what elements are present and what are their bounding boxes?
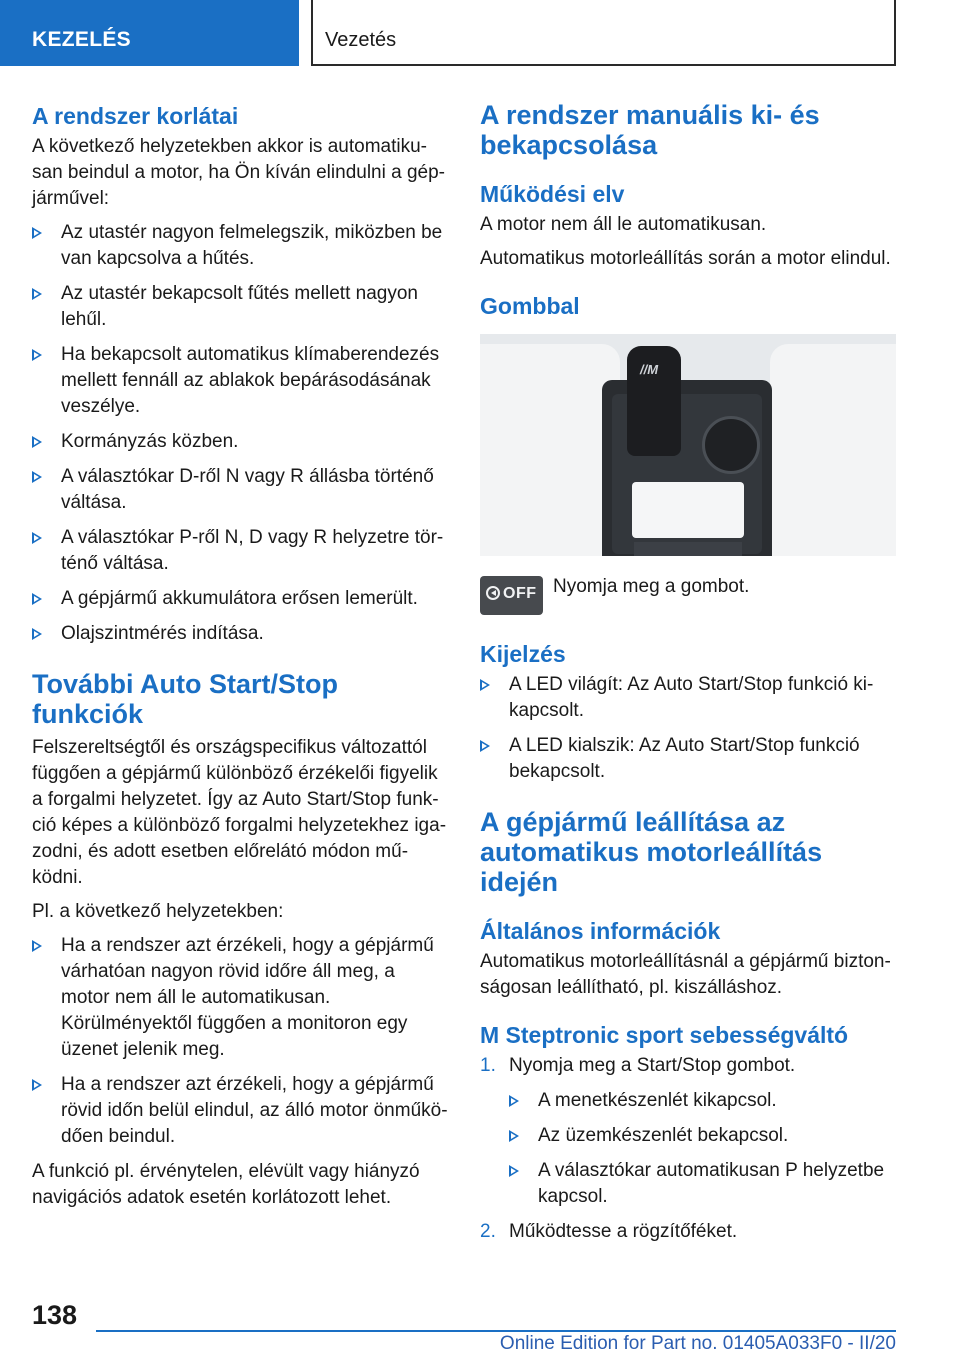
heading-display: Kijelzés <box>480 641 566 667</box>
list-item: A LED világít: Az Auto Start/Stop funkció kikapcsolt. <box>480 672 896 724</box>
auto-start-stop-off-icon: OFF <box>480 576 543 615</box>
heading-with-button: Gombbal <box>480 293 580 319</box>
functions-note: A funkció pl. érvénytelen, elévült vagy hiányzó navigációs adatok esetén korlátozott lehet. <box>32 1161 420 1208</box>
right-column <box>480 100 896 1254</box>
list-item: A választókar automatikusan P helyzetbe kapcsol. <box>509 1158 896 1210</box>
triangle-bullet-icon <box>32 532 42 544</box>
limits-intro: A következő helyzetekben akkor is automatikusan beindul a motor, ha Ön kíván elindulni a gépjárművel: <box>32 136 445 209</box>
triangle-bullet-icon <box>32 1079 42 1091</box>
heading-system-limits: A rendszer korlátai <box>32 103 239 129</box>
list-item: Az utastér bekapcsolt fűtés mellett nagyon lehűl. <box>32 281 448 333</box>
general-paragraph: Automatikus motorleállításnál a gépjármű biztonságosan leállítható, pl. kiszálláshoz. <box>480 951 891 998</box>
step-item: 1. Nyomja meg a Start/Stop gombot. A menetkészenlét kikapcsol. Az üzemkészenlét bekapcsol. A választókar automatikusan P helyzetbe kapcsol. <box>480 1053 896 1210</box>
button-instruction <box>480 574 896 620</box>
footer-rule <box>96 1330 896 1332</box>
chapter-tab <box>311 0 896 66</box>
triangle-bullet-icon <box>509 1095 519 1107</box>
list-item: A gépjármű akkumulátora erősen lemerült. <box>32 586 448 612</box>
page-number: 138 <box>32 1300 78 1330</box>
list-item: A választókar P-ről N, D vagy R helyzetre történő váltása. <box>32 525 448 577</box>
chapter-title: Vezetés <box>325 29 397 51</box>
step-number: 2. <box>480 1221 496 1242</box>
center-console-image <box>480 334 896 556</box>
section-title: KEZELÉS <box>32 28 131 51</box>
storage-tray <box>632 482 744 538</box>
limits-list <box>32 220 448 647</box>
section-tab <box>0 0 299 66</box>
button-instruction-text: Nyomja meg a gombot. <box>553 576 750 597</box>
heading-general-info: Általános információk <box>480 918 721 944</box>
list-item: Ha a rendszer azt érzékeli, hogy a gépjármű várhatóan nagyon rövid időre áll meg, a motor nem áll le automatikusan. Körülményektől függően a monitoron egy üzenet jelenik meg. <box>32 933 448 1063</box>
functions-list <box>32 933 448 1150</box>
step-number: 1. <box>480 1055 496 1076</box>
triangle-bullet-icon <box>509 1165 519 1177</box>
triangle-bullet-icon <box>32 940 42 952</box>
functions-paragraph: Felszereltségtől és országspecifikus változattól függően a gépjármű különböző érzékelői figyelik a forgalmi helyzetet. Így az Auto Start/Stop funkció képes a különböző forgalmi helyzetekhez igazodni, és adott esetben előrelátó módon működni. <box>32 737 447 888</box>
display-list <box>480 672 896 785</box>
list-item: Az utastér nagyon felmelegszik, miközben be van kapcsolva a hűtés. <box>32 220 448 272</box>
functions-lead: Pl. a következő helyzetekben: <box>32 901 284 922</box>
triangle-bullet-icon <box>32 227 42 239</box>
left-column <box>32 100 448 1219</box>
triangle-bullet-icon <box>509 1130 519 1142</box>
list-item: Olajszintmérés indítása. <box>32 621 448 647</box>
footer-edition: Online Edition for Part no. 01405A033F0 - II/20 <box>499 1333 896 1354</box>
step-results-list <box>509 1088 896 1210</box>
triangle-bullet-icon <box>32 628 42 640</box>
principle-paragraph-2: Automatikus motorleállítás során a motor elindul. <box>480 248 891 269</box>
principle-paragraph-1: A motor nem áll le automatikusan. <box>480 214 767 235</box>
triangle-bullet-icon <box>32 471 42 483</box>
triangle-bullet-icon <box>480 679 490 691</box>
step-item: 2. Működtesse a rögzítőféket. <box>480 1219 896 1245</box>
triangle-bullet-icon <box>32 436 42 448</box>
list-item: A LED kialszik: Az Auto Start/Stop funkció bekapcsolt. <box>480 733 896 785</box>
list-item: Ha a rendszer azt érzékeli, hogy a gépjármű rövid időn belül elindul, az álló motor önműködően beindul. <box>32 1072 448 1150</box>
m-logo: //M <box>640 362 659 377</box>
list-item: A menetkészenlét kikapcsol. <box>509 1088 896 1114</box>
list-item: Ha bekapcsolt automatikus klímaberendezés mellett fennáll az ablakok bepárásodásának veszélye. <box>32 342 448 420</box>
heading-more-functions: További Auto Start/Stop funkciók <box>32 669 338 729</box>
heading-principle: Működési elv <box>480 181 625 207</box>
console-button-row <box>634 542 742 556</box>
list-item: A választókar D-ről N vagy R állásba történő váltása. <box>32 464 448 516</box>
triangle-bullet-icon <box>32 349 42 361</box>
controller-knob <box>702 416 760 474</box>
list-item: Az üzemkészenlét bekapcsol. <box>509 1123 896 1149</box>
page-header <box>0 0 960 66</box>
list-item: Kormányzás közben. <box>32 429 448 455</box>
triangle-bullet-icon <box>32 288 42 300</box>
triangle-bullet-icon <box>32 593 42 605</box>
steps-list <box>480 1053 896 1245</box>
heading-manual-toggle: A rendszer manuális ki- és bekapcsolása <box>480 100 820 160</box>
triangle-bullet-icon <box>480 740 490 752</box>
heading-park-during-stop: A gépjármű leállítása az automatikus motorleállítás idején <box>480 807 823 897</box>
heading-steptronic: M Steptronic sport sebességváltó <box>480 1022 849 1048</box>
